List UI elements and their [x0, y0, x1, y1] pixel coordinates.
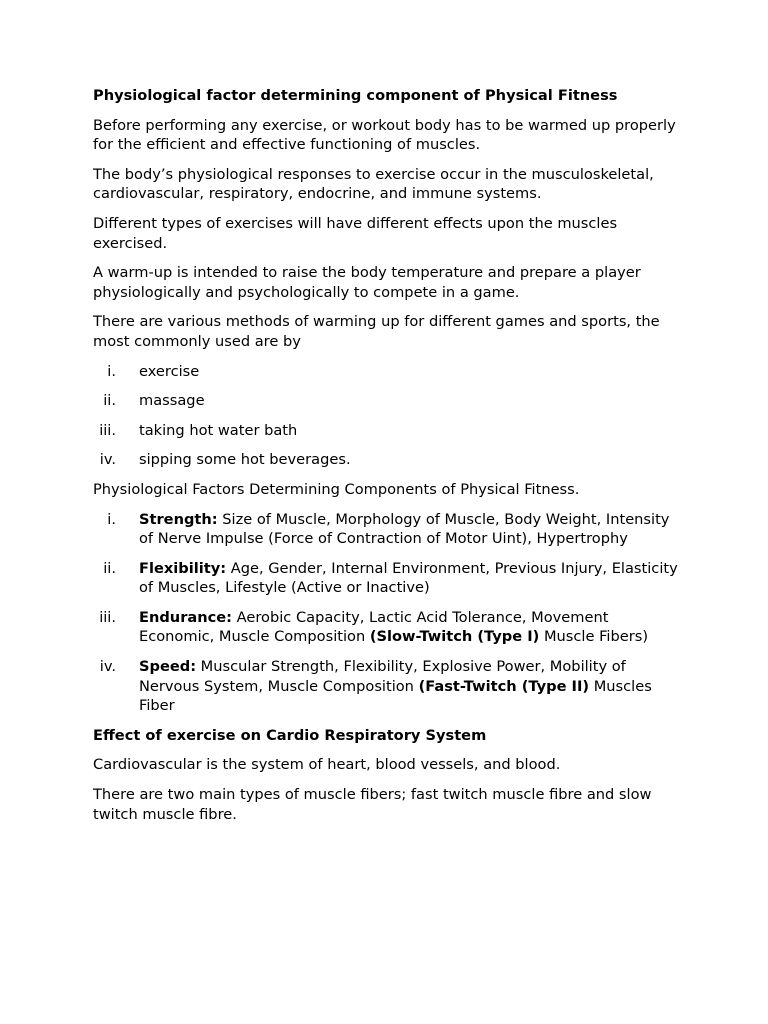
- list-item-text: exercise: [139, 362, 200, 380]
- list-item-text: massage: [139, 392, 205, 410]
- factor-label: Strength:: [139, 510, 218, 528]
- warm-up-methods-list: [93, 362, 688, 470]
- list-item: [93, 362, 688, 382]
- paragraph-factors-intro: Physiological Factors Determining Components of Physical Fitness.: [93, 480, 580, 498]
- factor-emphasis: (Slow-Twitch (Type I): [369, 628, 540, 646]
- factor-label: Endurance:: [139, 608, 233, 626]
- factor-text-tail: Muscles Fiber: [139, 677, 652, 715]
- list-item-strength: [93, 510, 688, 549]
- list-item-text: taking hot water bath: [139, 421, 298, 439]
- list-item-text: sipping some hot beverages.: [139, 451, 351, 469]
- list-item-number: ii.: [103, 392, 116, 410]
- factor-text: Size of Muscle, Morphology of Muscle, Body Weight, Intensity of Nerve Impulse (Force of Contraction of Motor Uint), Hypertrophy: [139, 510, 670, 548]
- list-item-number: ii.: [103, 559, 116, 577]
- factor-emphasis: (Fast-Twitch (Type II): [418, 677, 590, 695]
- factor-text: Age, Gender, Internal Environment, Previous Injury, Elasticity of Muscles, Lifestyle (Active or Inactive): [139, 559, 678, 597]
- list-item-number: i.: [107, 362, 116, 380]
- list-item-number: iii.: [99, 608, 116, 626]
- list-item: [93, 421, 688, 441]
- paragraph-cardiovascular-definition: Cardiovascular is the system of heart, blood vessels, and blood.: [93, 756, 561, 774]
- factor-label: Flexibility:: [139, 559, 227, 577]
- list-item: [93, 391, 688, 411]
- section-title-physiological-factors: Physiological factor determining component of Physical Fitness: [93, 87, 618, 104]
- factor-text-tail: Muscle Fibers): [539, 628, 649, 646]
- list-item-number: iii.: [99, 421, 116, 439]
- list-item-endurance: [93, 608, 688, 647]
- list-item-number: iv.: [99, 451, 116, 469]
- paragraph-warm-up-intro: Before performing any exercise, or workout body has to be warmed up properly for the efficient and effective functioning of muscles.: [93, 116, 676, 154]
- list-item-flexibility: [93, 559, 688, 598]
- section-title-cardio-respiratory: Effect of exercise on Cardio Respiratory System: [93, 726, 487, 744]
- factor-text: Muscular Strength, Flexibility, Explosive Power, Mobility of Nervous System, Muscle Composition: [139, 658, 626, 695]
- list-item-number: iv.: [99, 658, 116, 676]
- list-item-number: i.: [107, 510, 116, 528]
- paragraph-exercise-effects: Different types of exercises will have different effects upon the muscles exercised.: [93, 214, 618, 252]
- factor-text: Aerobic Capacity, Lactic Acid Tolerance, Movement Economic, Muscle Composition: [139, 608, 609, 646]
- paragraph-warm-up-purpose: A warm-up is intended to raise the body temperature and prepare a player physiologically and psychologically to compete in a game.: [93, 264, 641, 301]
- list-item-speed: [93, 657, 688, 716]
- paragraph-warm-up-methods: There are various methods of warming up for different games and sports, the most commonly used are by: [93, 313, 660, 350]
- factor-label: Speed:: [139, 658, 197, 676]
- paragraph-muscle-fiber-types: There are two main types of muscle fibers; fast twitch muscle fibre and slow twitch muscle fibre.: [93, 786, 652, 823]
- list-item: [93, 450, 688, 470]
- paragraph-physiological-responses: The body’s physiological responses to exercise occur in the musculoskeletal, cardiovascular, respiratory, endocrine, and immune systems.: [93, 165, 654, 203]
- fitness-factors-list: [93, 510, 688, 716]
